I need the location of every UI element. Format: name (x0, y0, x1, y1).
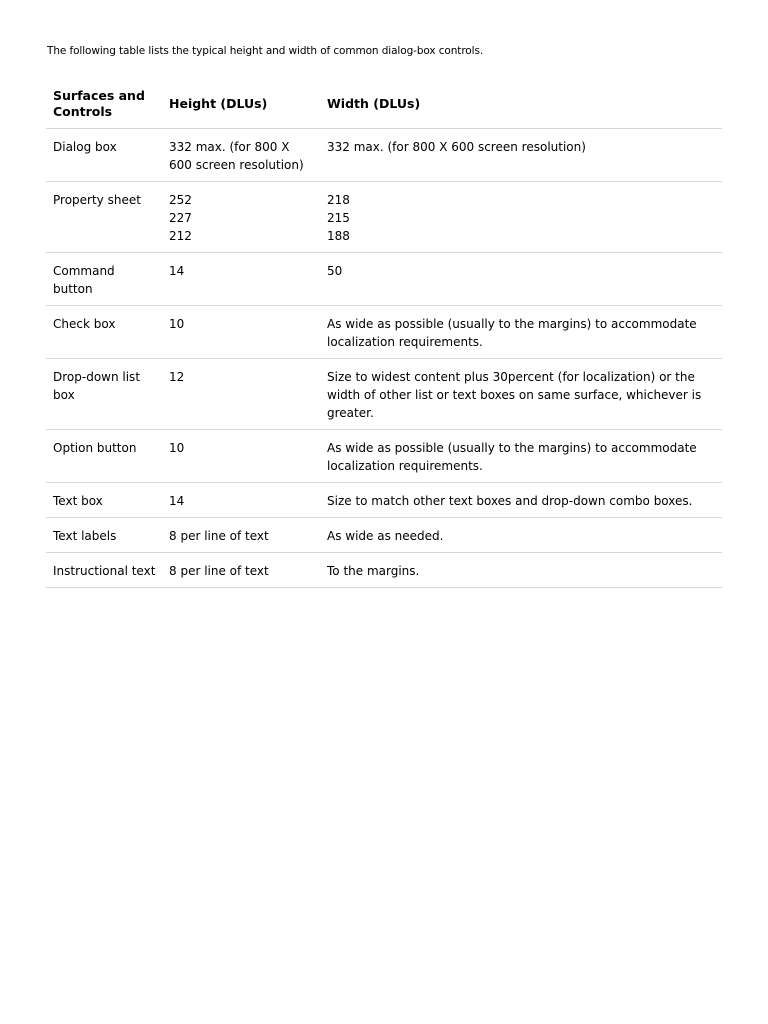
cell-surface: Text box (46, 483, 162, 518)
cell-width: Size to widest content plus 30percent (for localization) or the width of other list or text boxes on same surface, whichever is greater. (320, 359, 722, 430)
cell-height: 8 per line of text (162, 553, 320, 588)
table-header-row (46, 80, 722, 129)
table-row (46, 182, 722, 253)
cell-height: 14 (162, 483, 320, 518)
table-row (46, 483, 722, 518)
cell-width: As wide as needed. (320, 518, 722, 553)
cell-width: To the margins. (320, 553, 722, 588)
table-row (46, 359, 722, 430)
height-value: 252 (169, 193, 192, 207)
table-row (46, 430, 722, 483)
cell-height (162, 182, 320, 253)
table-row (46, 553, 722, 588)
cell-surface: Command button (46, 253, 162, 306)
cell-surface: Dialog box (46, 129, 162, 182)
width-value: 215 (327, 211, 350, 225)
cell-height: 332 max. (for 800 X 600 screen resolution) (162, 129, 320, 182)
cell-height: 10 (162, 430, 320, 483)
table-row (46, 253, 722, 306)
cell-height: 14 (162, 253, 320, 306)
cell-width: 50 (320, 253, 722, 306)
cell-width (320, 182, 722, 253)
table-row (46, 518, 722, 553)
intro-paragraph: The following table lists the typical height and width of common dialog-box controls. (47, 45, 484, 57)
cell-width: As wide as possible (usually to the margins) to accommodate localization requirements. (320, 306, 722, 359)
cell-surface: Property sheet (46, 182, 162, 253)
cell-surface: Instructional text (46, 553, 162, 588)
cell-surface: Check box (46, 306, 162, 359)
table-row (46, 306, 722, 359)
cell-height: 10 (162, 306, 320, 359)
header-height: Height (DLUs) (162, 80, 320, 129)
width-value: 188 (327, 229, 350, 243)
table-row (46, 129, 722, 182)
cell-surface: Drop-down list box (46, 359, 162, 430)
cell-surface: Option button (46, 430, 162, 483)
dialog-controls-table (46, 80, 722, 588)
cell-width: 332 max. (for 800 X 600 screen resolution) (320, 129, 722, 182)
width-value: 218 (327, 193, 350, 207)
cell-width: Size to match other text boxes and drop-down combo boxes. (320, 483, 722, 518)
header-surfaces-and-controls: Surfaces and Controls (46, 80, 162, 129)
cell-width: As wide as possible (usually to the margins) to accommodate localization requirements. (320, 430, 722, 483)
header-width: Width (DLUs) (320, 80, 722, 129)
cell-height: 12 (162, 359, 320, 430)
height-value: 212 (169, 229, 192, 243)
height-value: 227 (169, 211, 192, 225)
cell-height: 8 per line of text (162, 518, 320, 553)
cell-surface: Text labels (46, 518, 162, 553)
